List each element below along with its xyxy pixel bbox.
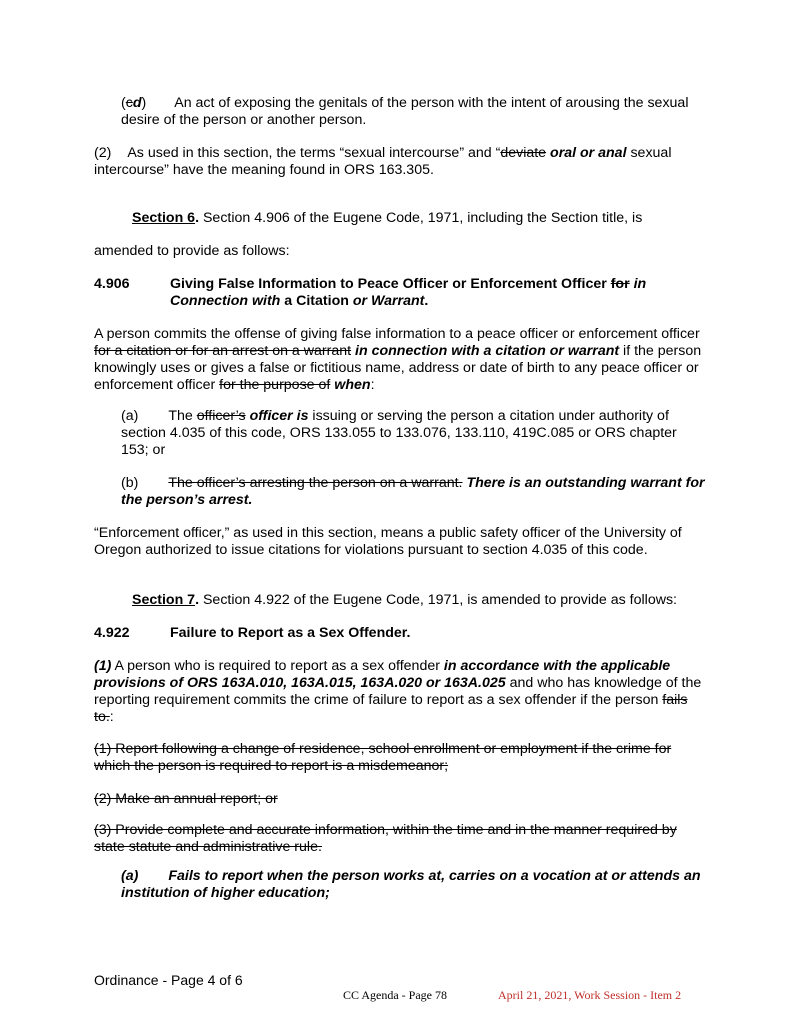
code-4906-body: A person commits the offense of giving false information to a peace officer or enforcement officer for a citation or for an arrest on a warrant in connection with a citation or warrant if the person knowingly uses or gives a false or fictitious name, address or date of birth to any peace officer or enforcement officer for the purpose of when: xyxy=(94,326,702,393)
struck-text: deviate xyxy=(500,145,547,161)
code-number: 4.922 xyxy=(94,625,130,641)
struck-text: for xyxy=(610,276,630,292)
footer-page-number: Ordinance - Page 4 of 6 xyxy=(94,972,243,988)
added-text: in connection with a citation or warrant xyxy=(355,343,620,359)
deleted-clause-3: (3) Provide complete and accurate information, within the time and in the manner required by state statute and administrative rule. xyxy=(94,822,677,855)
code-4922-title: 4.922 Failure to Report as a Sex Offender. xyxy=(94,625,411,641)
code-number: 4.906 xyxy=(94,276,130,292)
added-text: in Connection with xyxy=(170,276,647,309)
enforcement-officer-definition: “Enforcement officer,” as used in this section, means a public safety officer of the University of Oregon authorized to issue citations for violations pursuant to section 4.035 of this code. xyxy=(94,525,682,558)
footer-session-label: April 21, 2021, Work Session - Item 2 xyxy=(498,988,682,1002)
section-heading: Section 7 xyxy=(132,592,196,608)
struck-text: c xyxy=(125,95,133,111)
section-6-intro: Section 6. Section 4.906 of the Eugene Code, 1971, including the Section title, is xyxy=(132,210,643,226)
added-text: oral or anal xyxy=(550,145,627,161)
clause-b: (b) The officer’s arresting the person on a warrant. There is an outstanding warrant for the person’s arrest. xyxy=(121,475,705,508)
code-4906-title: 4.906 Giving False Information to Peace Officer or Enforcement Officer for in Connection with a Citation or Warrant. xyxy=(94,276,647,309)
section-heading: Section 6 xyxy=(132,210,196,226)
footer-agenda-page: CC Agenda - Page 78 xyxy=(343,988,447,1002)
struck-text: officer’s xyxy=(196,408,246,424)
added-text: in accordance with the applicable provisions of ORS 163A.010, 163A.015, 163A.020 or 163A.025 xyxy=(94,658,671,691)
code-4922-subsection-1: (1) A person who is required to report as a sex offender in accordance with the applicable provisions of ORS 163A.010, 163A.015, 163A.020 or 163A.025 and who has knowledge of the reporting requirement commits the crime of failure to report as a sex offender if the person fails to.: xyxy=(94,658,702,725)
section-6-intro-cont: amended to provide as follows: xyxy=(94,243,290,259)
deleted-clause-1: (1) Report following a change of residence, school enrollment or employment if the crime for which the person is required to report is a misdemeanor; xyxy=(94,741,672,774)
deleted-clause-2: (2) Make an annual report; or xyxy=(94,791,278,807)
added-text: officer is xyxy=(249,408,309,424)
struck-text: fails to. xyxy=(94,692,688,725)
clause-a: (a) The officer’s officer is issuing or serving the person a citation under authority of section 4.035 of this code, ORS 133.055 to 133.076, 133.110, 419C.085 or ORS chapter 153; or xyxy=(121,408,677,458)
added-text: or Warrant xyxy=(352,293,425,309)
added-clause-a: (a) Fails to report when the person works at, carries on a vocation at or attends an institution of higher education; xyxy=(121,868,701,901)
subsection-2: (2) As used in this section, the terms “sexual intercourse” and “deviate oral or anal sexual intercourse” have the meaning found in ORS 163.305. xyxy=(94,145,672,178)
section-7-intro: Section 7. Section 4.922 of the Eugene Code, 1971, is amended to provide as follows: xyxy=(132,592,677,608)
added-text: when xyxy=(334,377,371,393)
struck-text: for the purpose of xyxy=(219,377,331,393)
added-text: d xyxy=(132,95,142,111)
added-text: There is an outstanding warrant for the person’s arrest. xyxy=(121,475,705,508)
struck-text: The officer’s arresting the person on a warrant. xyxy=(168,475,463,491)
struck-text: for a citation or for an arrest on a warrant xyxy=(94,343,352,359)
clause-d: (cd) An act of exposing the genitals of the person with the intent of arousing the sexual desire of the person or another person. xyxy=(121,95,689,128)
